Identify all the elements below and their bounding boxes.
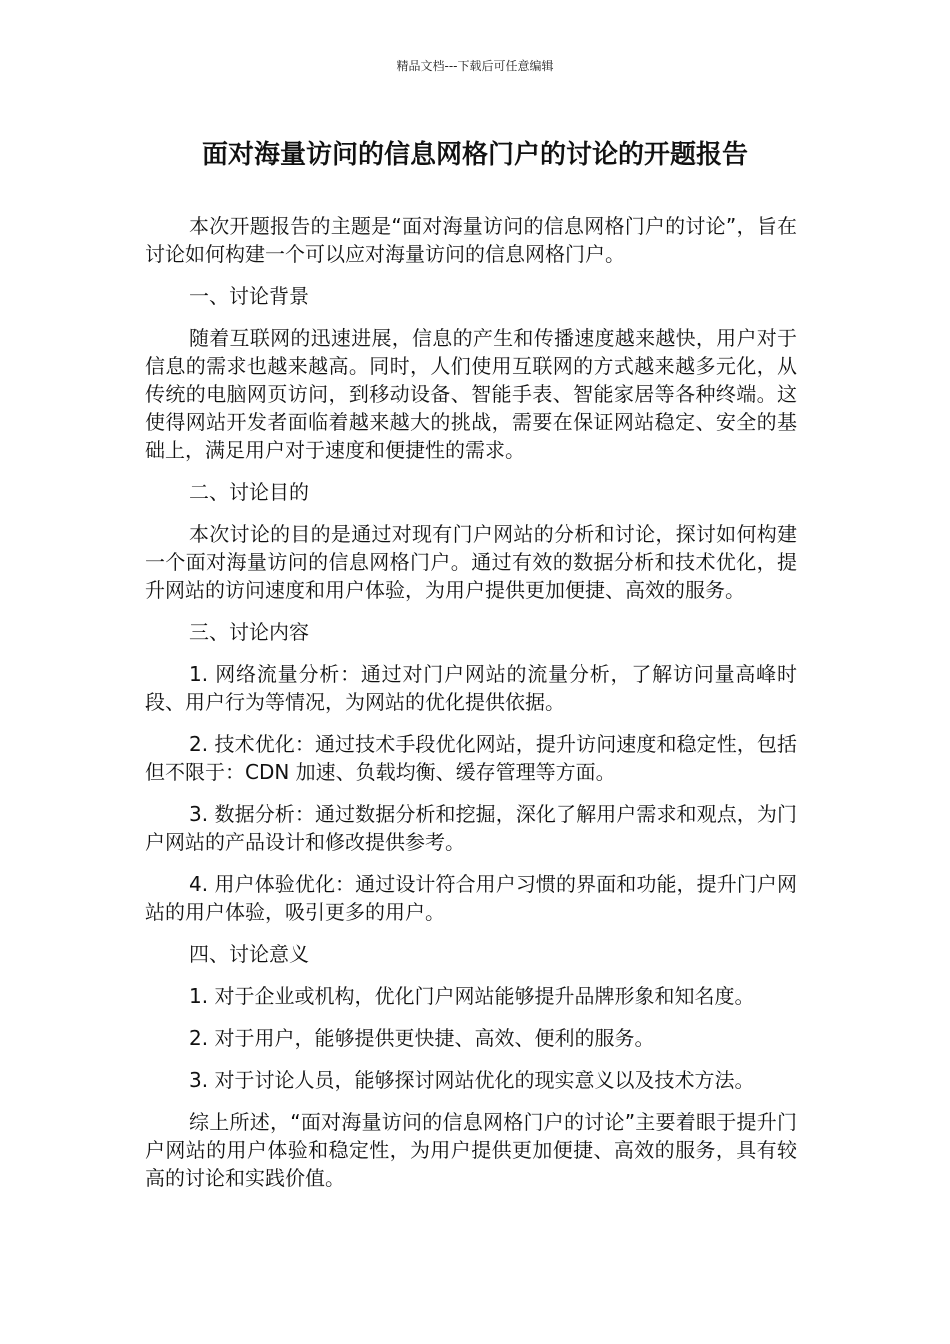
conclusion-paragraph: 综上所述，“面对海量访问的信息网格门户的讨论”主要着眼于提升门户网站的用户体验和稳定性，为用户提供更加便捷、高效的服务，具有较高的讨论和实践价值。 [145,1110,797,1190]
document-title: 面对海量访问的信息网格门户的讨论的开题报告 [201,140,748,170]
content-item-3: 3. 数据分析：通过数据分析和挖掘，深化了解用户需求和观点，为门户网站的产品设计和修改提供参考。 [145,802,797,854]
document-body [145,212,797,1206]
section-heading-background: 一、讨论背景 [189,284,309,308]
content-item-2: 2. 技术优化：通过技术手段优化网站，提升访问速度和稳定性，包括但不限于：CDN 加速、负载均衡、缓存管理等方面。 [145,732,797,784]
purpose-paragraph: 本次讨论的目的是通过对现有门户网站的分析和讨论，探讨如何构建一个面对海量访问的信息网格门户。通过有效的数据分析和技术优化，提升网站的访问速度和用户体验，为用户提供更加便捷、高效的服务。 [145,522,797,602]
header-note: 精品文档---下载后可任意编辑 [396,59,554,73]
section-heading-meaning: 四、讨论意义 [189,942,309,966]
content-item-4: 4. 用户体验优化：通过设计符合用户习惯的界面和功能，提升门户网站的用户体验，吸引更多的用户。 [145,872,797,924]
section-heading-content: 三、讨论内容 [189,620,309,644]
meaning-item-3: 3. 对于讨论人员，能够探讨网站优化的现实意义以及技术方法。 [189,1068,755,1092]
intro-paragraph: 本次开题报告的主题是“面对海量访问的信息网格门户的讨论”，旨在讨论如何构建一个可以应对海量访问的信息网格门户。 [145,214,797,266]
meaning-item-2: 2. 对于用户，能够提供更快捷、高效、便利的服务。 [189,1026,655,1050]
section-heading-purpose: 二、讨论目的 [189,480,309,504]
meaning-item-1: 1. 对于企业或机构，优化门户网站能够提升品牌形象和知名度。 [189,984,755,1008]
background-paragraph: 随着互联网的迅速进展，信息的产生和传播速度越来越快，用户对于信息的需求也越来越高。同时，人们使用互联网的方式越来越多元化，从传统的电脑网页访问，到移动设备、智能手表、智能家居等各种终端。这使得网站开发者面临着越来越大的挑战，需要在保证网站稳定、安全的基础上，满足用户对于速度和便捷性的需求。 [145,326,797,462]
content-item-1: 1. 网络流量分析：通过对门户网站的流量分析，了解访问量高峰时段、用户行为等情况，为网站的优化提供依据。 [145,662,797,714]
